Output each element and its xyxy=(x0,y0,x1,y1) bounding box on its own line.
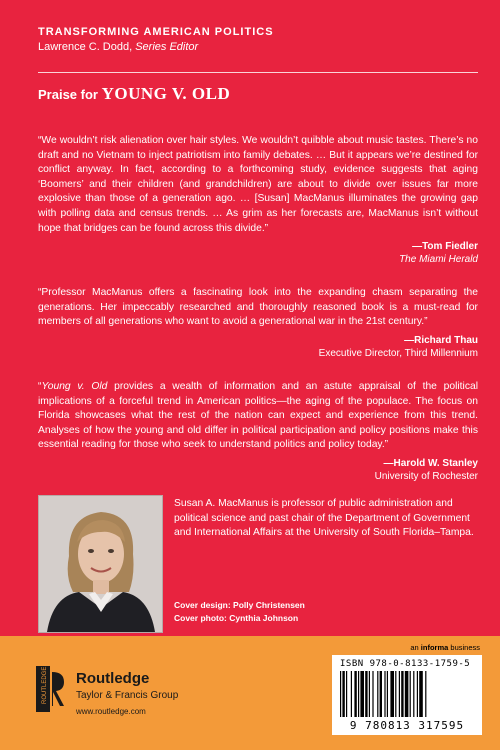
publisher-name: Routledge xyxy=(76,670,150,687)
quote-affiliation: Executive Director, Third Millennium xyxy=(318,347,478,359)
quote-attribution xyxy=(38,457,478,483)
series-title: TRANSFORMING AMERICAN POLITICS xyxy=(38,26,274,38)
cover-design-credit: Cover design: Polly Christensen xyxy=(174,600,305,610)
quote-open-mark: “ xyxy=(38,380,42,392)
publisher-url: www.routledge.com xyxy=(76,707,146,716)
divider xyxy=(38,72,478,73)
barcode xyxy=(332,655,482,735)
author-photo xyxy=(38,495,163,633)
cover-credits xyxy=(174,599,305,625)
quote-affiliation: The Miami Herald xyxy=(399,254,478,266)
quote-author: —Richard Thau xyxy=(404,334,478,346)
informa-suffix: business xyxy=(448,643,480,652)
barcode-icon xyxy=(338,671,476,719)
series-editor-role: Series Editor xyxy=(135,41,199,53)
quote-block-2 xyxy=(38,286,478,360)
quote-attribution xyxy=(38,334,478,360)
book-title: YOUNG V. OLD xyxy=(101,84,231,103)
bio-text: Susan A. MacManus is professor of public administration and political science and past chair of the Department of Government and International Affairs at the University of South Florida–Tampa. xyxy=(174,498,474,539)
informa-label xyxy=(410,643,480,652)
quote-body: provides a wealth of information and an astute appraisal of the political implications of a forceful trend in American politics—the aging of the populace. The focus on Florida showcases what the rest of the nation can expect and experience from this trend. Analyses of how the young and old differ in political participation and policy positions make this essential reading for those who seek to understand politics and policy today.” xyxy=(38,380,478,451)
praise-heading xyxy=(38,84,230,104)
logo-vertical-label: ROUTLEDGE xyxy=(42,666,48,704)
praise-prefix: Praise for xyxy=(38,87,102,102)
isbn: ISBN 978-0-8133-1759-5 xyxy=(340,659,471,669)
cover-photo-credit: Cover photo: Cynthia Johnson xyxy=(174,613,299,623)
quote-attribution xyxy=(38,240,478,266)
quote-block-1 xyxy=(38,134,478,266)
quote-book-title: Young v. Old xyxy=(41,380,108,392)
quote-text: “We wouldn’t risk alienation over hair styles. We wouldn’t quibble about music tastes. There’s no draft and no Vietnam to inject patriotism into family debates. … But it appears we’re destined for conflict anyway. In fact, according to a forthcoming study, evidence suggests that aging ‘Boomers’ and their children (and grandchildren) are about to divide over issues far more explosive than those of a generation ago. … [Susan] MacManus illuminates the growing gap with polling data and census trends. … As grim as her forecasts are, MacManus isn’t without hope that bridges can be found across this divide.” xyxy=(38,135,478,234)
series-header xyxy=(38,26,478,53)
barcode-number: 9 780813 317595 xyxy=(349,719,465,732)
series-editor-name: Lawrence C. Dodd, xyxy=(38,41,136,53)
series-editor xyxy=(38,41,478,53)
quote-text xyxy=(38,380,478,453)
quote-author: —Harold W. Stanley xyxy=(383,457,478,469)
quote-author: —Tom Fiedler xyxy=(412,241,478,253)
informa-brand: informa xyxy=(420,643,449,652)
author-bio xyxy=(38,495,478,633)
quote-text: “Professor MacManus offers a fascinating look into the expanding chasm separating the generations. Her impeccably researched and thoroughly reasoned book is a must-read for members of all generations who want to avoid a generational war in the 21st century.” xyxy=(38,287,478,328)
routledge-logo-icon xyxy=(36,666,66,712)
quotes-section xyxy=(38,134,478,503)
quote-block-3 xyxy=(38,380,478,483)
publisher-group: Taylor & Francis Group xyxy=(76,690,179,701)
informa-prefix: an xyxy=(410,643,421,652)
quote-affiliation: University of Rochester xyxy=(374,470,478,482)
